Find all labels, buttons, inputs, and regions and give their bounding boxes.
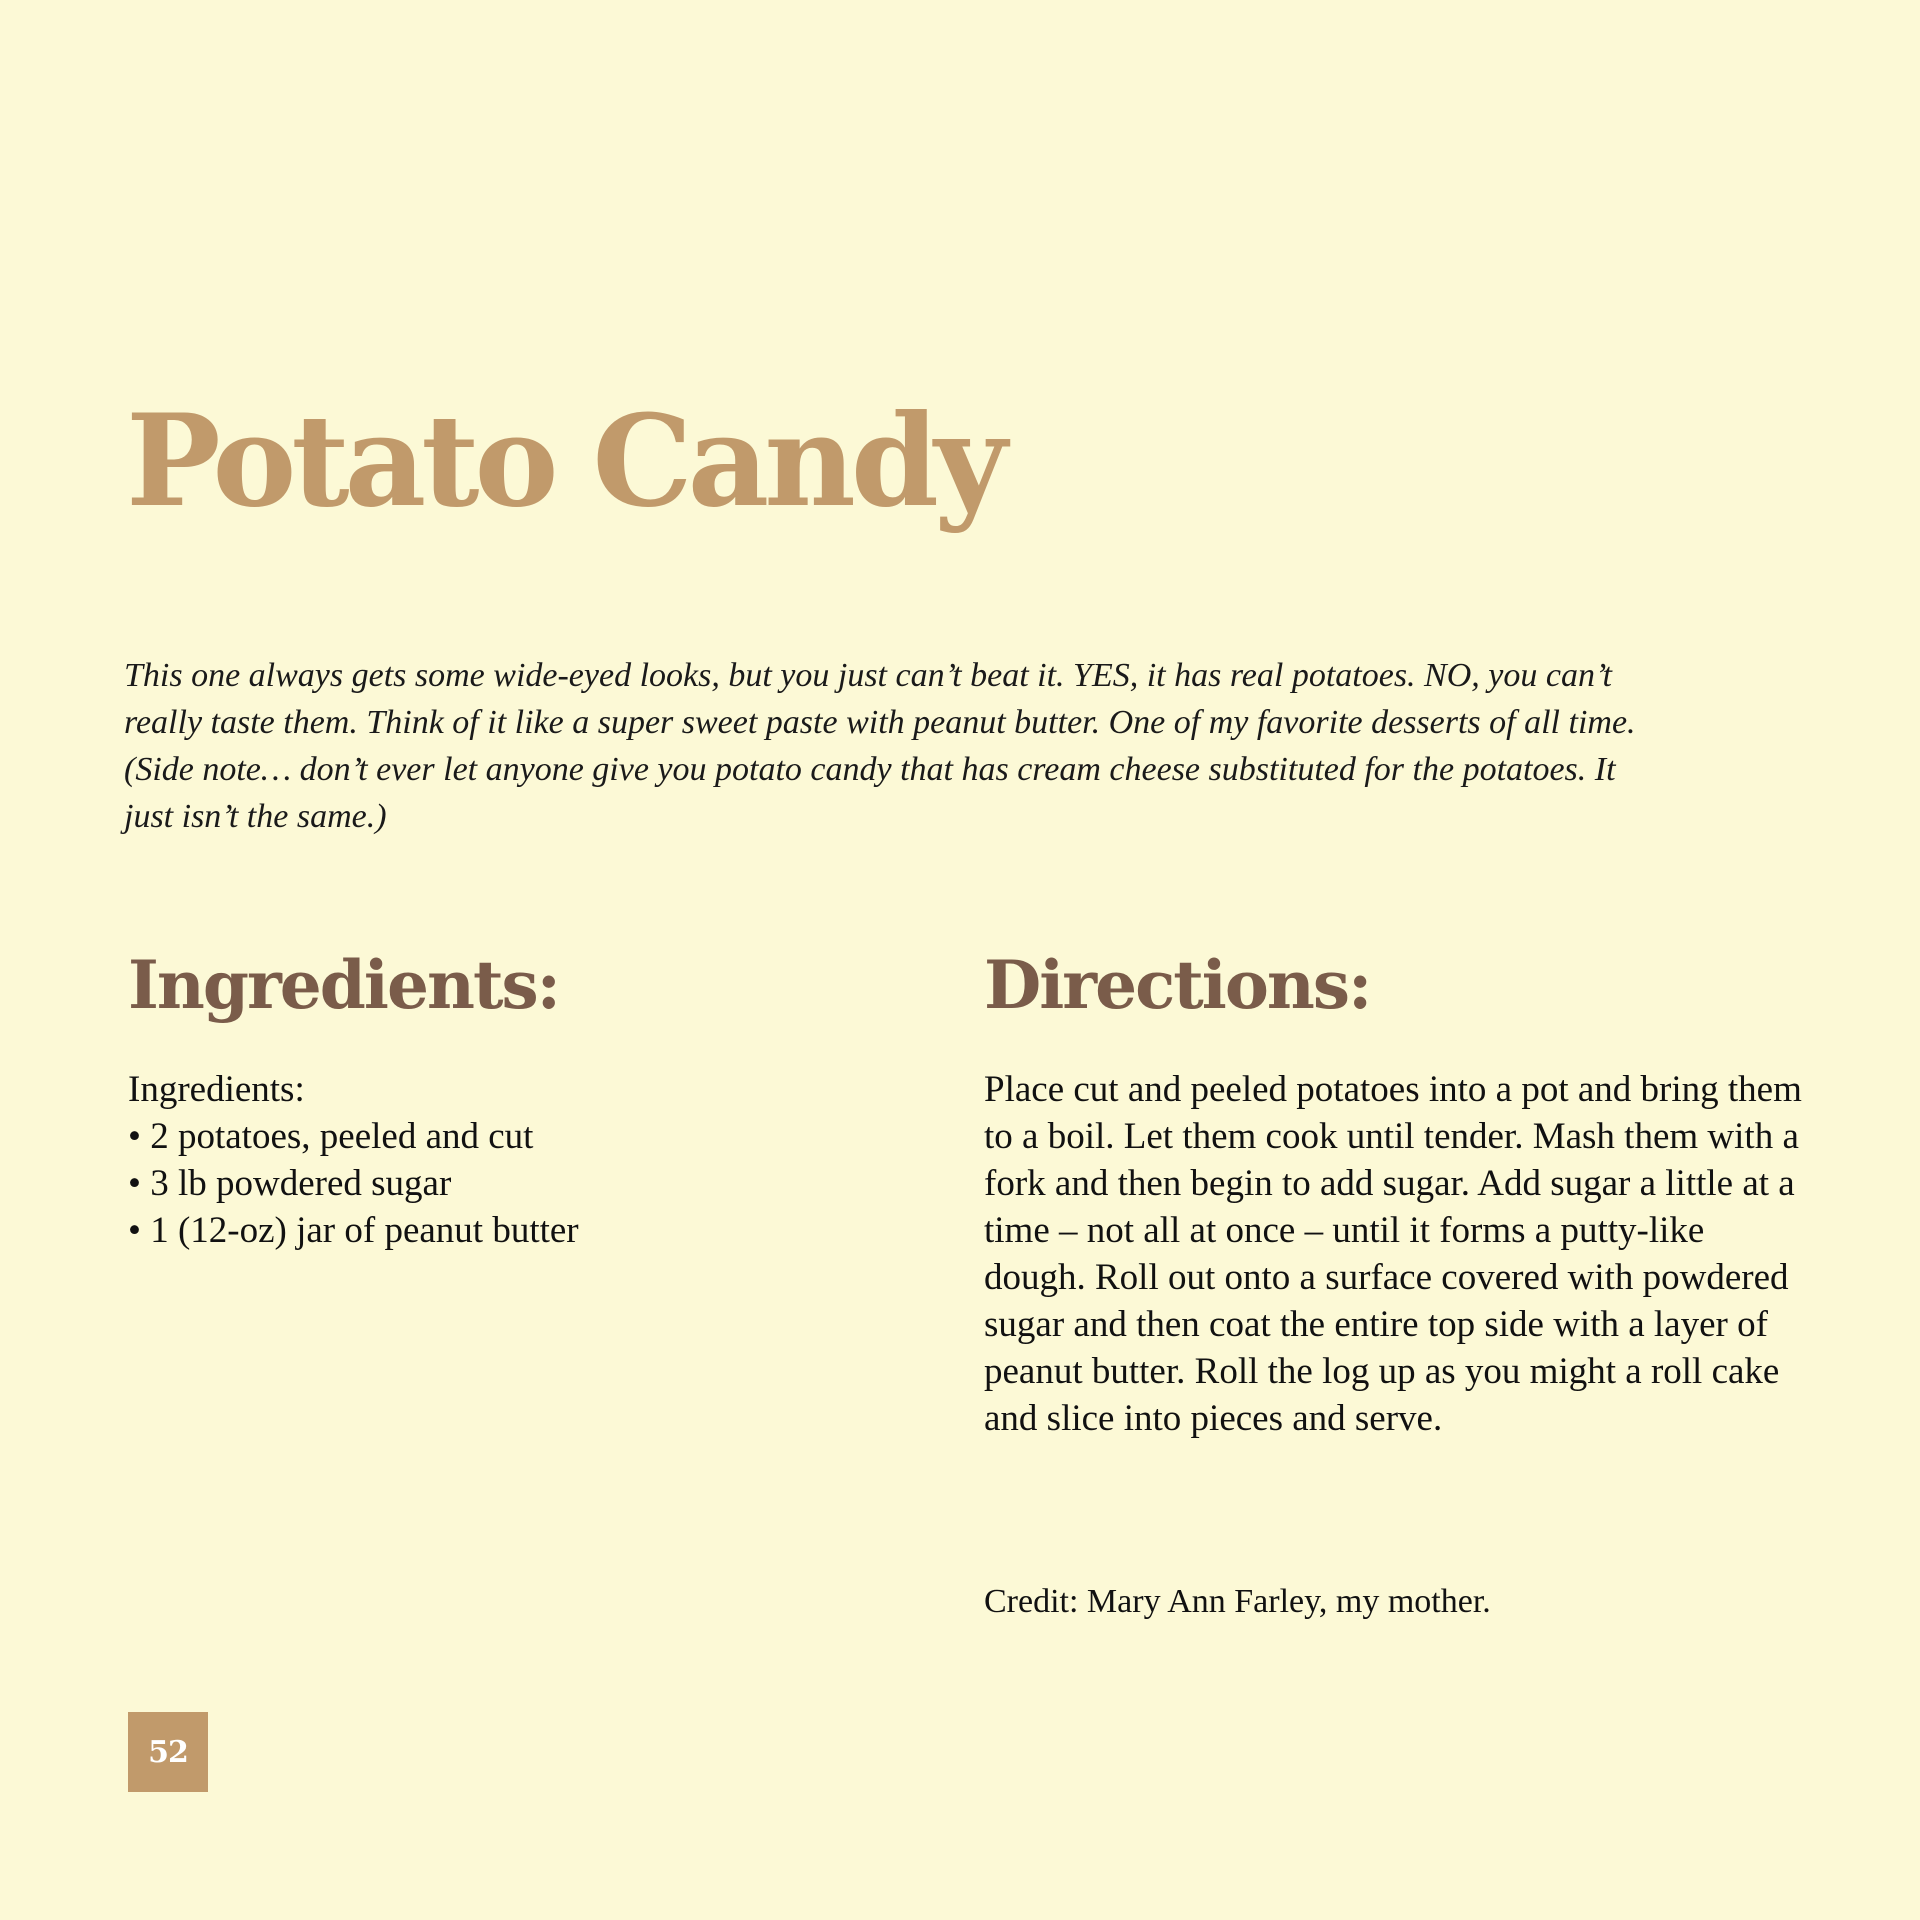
recipe-intro: This one always gets some wide-eyed looks, but you just can’t beat it. YES, it has real potatoes. NO, you can’t really taste them. Think of it like a super sweet paste with peanut butter. One of my favorite desserts of all time. (Side note… don’t ever let anyone give you potato candy that has cream cheese substituted for the potatoes. It just isn’t the same.) (124, 657, 1636, 835)
recipe-credit: Credit: Mary Ann Farley, my mother. (984, 1583, 1491, 1620)
directions-text: Place cut and peeled potatoes into a pot and bring them to a boil. Let them cook until tender. Mash them with a fork and then begin to add sugar. Add sugar a little at a time – not all at once – until it forms a putty-like dough. Roll out onto a surface covered with powdered sugar and then coat the entire top side with a layer of peanut butter. Roll the log up as you might a roll cake and slice into pieces and serve. (984, 1069, 1802, 1439)
ingredients-section (128, 946, 928, 1254)
directions-heading: Directions: (984, 946, 1371, 1024)
ingredients-heading: Ingredients: (128, 946, 559, 1024)
ingredients-body (128, 1066, 928, 1254)
ingredient-item: • 2 potatoes, peeled and cut (128, 1113, 928, 1160)
ingredient-item: • 3 lb powdered sugar (128, 1160, 928, 1207)
page-number-badge: 52 (128, 1712, 208, 1792)
ingredients-list (128, 1113, 928, 1254)
recipe-title: Potato Candy (126, 387, 1003, 535)
ingredient-item: • 1 (12-oz) jar of peanut butter (128, 1207, 928, 1254)
directions-section (984, 946, 1814, 1479)
ingredients-label: Ingredients: (128, 1069, 305, 1110)
